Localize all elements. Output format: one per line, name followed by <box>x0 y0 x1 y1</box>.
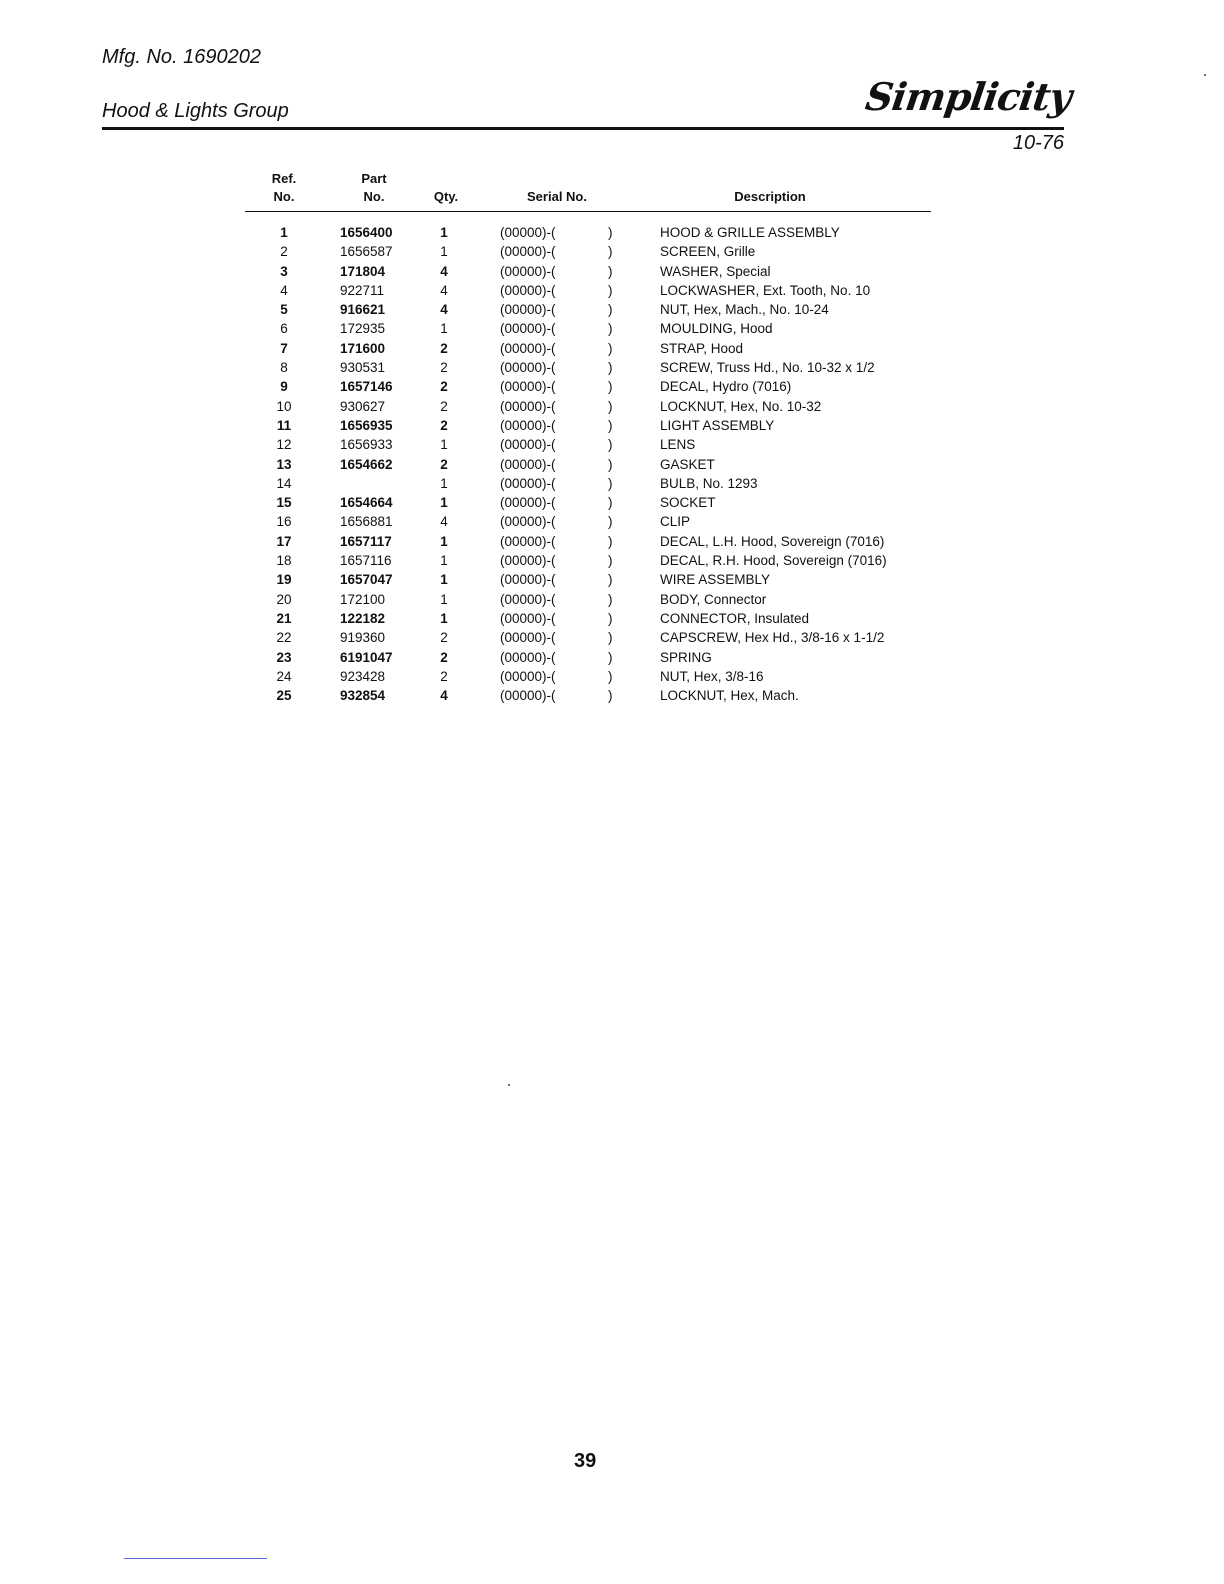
table-row <box>0 457 1224 476</box>
description: WASHER, Special <box>660 263 771 279</box>
description: GASKET <box>660 456 715 472</box>
description: HOOD & GRILLE ASSEMBLY <box>660 225 840 240</box>
ref-number: 1 <box>280 225 288 240</box>
table-row <box>0 534 1224 553</box>
part-number: 1654662 <box>340 456 393 472</box>
quantity: 2 <box>440 649 448 665</box>
serial-number: (00000)-( <box>500 688 556 704</box>
speck <box>508 1084 510 1086</box>
serial-number: (00000)-( <box>500 379 556 395</box>
quantity: 2 <box>440 398 448 414</box>
description: STRAP, Hood <box>660 340 744 356</box>
part-number: 1657117 <box>340 533 392 549</box>
quantity: 1 <box>440 321 448 337</box>
part-number: 1657116 <box>340 553 392 569</box>
description: LOCKNUT, Hex, Mach. <box>660 688 799 704</box>
serial-number: (00000)-( <box>500 649 556 665</box>
quantity: 2 <box>440 630 448 646</box>
table-row <box>0 321 1224 340</box>
quantity: 2 <box>440 417 448 433</box>
part-number: 171600 <box>340 340 386 356</box>
serial-number: (00000)-( <box>500 225 556 240</box>
quantity: 2 <box>440 360 448 376</box>
part-number: 122182 <box>340 610 386 626</box>
serial-number: (00000)-( <box>500 244 556 260</box>
part-number: 930627 <box>340 398 386 414</box>
serial-close: ) <box>608 475 613 491</box>
serial-number: (00000)-( <box>500 340 556 356</box>
column-header-part <box>350 170 398 206</box>
part-number: 1656400 <box>340 225 393 240</box>
ref-number: 3 <box>280 263 288 279</box>
quantity: 4 <box>440 282 448 298</box>
serial-close: ) <box>608 379 613 395</box>
ref-number: 2 <box>280 244 288 260</box>
ref-number: 15 <box>276 495 292 511</box>
part-number: 932854 <box>340 688 386 704</box>
column-header-ref-line1: Ref. <box>271 171 297 186</box>
quantity: 1 <box>440 244 448 260</box>
column-header-part-line2: No. <box>363 189 385 204</box>
table-row <box>0 611 1224 630</box>
ref-number: 24 <box>276 668 292 684</box>
column-header-qty: Qty. <box>433 189 459 204</box>
serial-number: (00000)-( <box>500 456 556 472</box>
description: SCREEN, Grille <box>660 244 756 260</box>
description: SOCKET <box>660 495 716 511</box>
serial-close: ) <box>608 668 613 684</box>
part-number: 1657047 <box>340 572 393 588</box>
serial-close: ) <box>608 591 613 607</box>
serial-close: ) <box>608 321 613 337</box>
quantity: 2 <box>440 340 448 356</box>
description: CLIP <box>660 514 691 530</box>
ref-number: 9 <box>280 379 288 395</box>
ref-number: 19 <box>276 572 292 588</box>
table-row <box>0 650 1224 669</box>
brand-logo: Simplicity <box>862 74 1074 119</box>
description: NUT, Hex, Mach., No. 10-24 <box>660 302 829 318</box>
description: LOCKWASHER, Ext. Tooth, No. 10 <box>660 282 871 298</box>
description: SPRING <box>660 649 712 665</box>
description: LENS <box>660 437 696 453</box>
quantity: 1 <box>440 495 448 511</box>
ref-number: 17 <box>276 533 292 549</box>
quantity: 1 <box>440 610 448 626</box>
page-number: 39 <box>574 1450 597 1472</box>
description: MOULDING, Hood <box>660 321 773 337</box>
table-row <box>0 379 1224 398</box>
header-rule <box>102 127 1064 130</box>
serial-number: (00000)-( <box>500 533 556 549</box>
description: BODY, Connector <box>660 591 767 607</box>
serial-number: (00000)-( <box>500 398 556 414</box>
table-row <box>0 495 1224 514</box>
ref-number: 22 <box>276 630 292 646</box>
serial-number: (00000)-( <box>500 302 556 318</box>
part-number: 1656933 <box>340 437 393 453</box>
serial-number: (00000)-( <box>500 610 556 626</box>
serial-close: ) <box>608 282 613 298</box>
serial-number: (00000)-( <box>500 668 556 684</box>
serial-number: (00000)-( <box>500 360 556 376</box>
quantity: 4 <box>440 514 448 530</box>
description: DECAL, Hydro (7016) <box>660 379 792 395</box>
table-row <box>0 302 1224 321</box>
description: LIGHT ASSEMBLY <box>660 417 775 433</box>
ref-number: 23 <box>276 649 292 665</box>
ref-number: 20 <box>276 591 292 607</box>
footer-line <box>124 1558 267 1559</box>
table-row <box>0 476 1224 495</box>
ref-number: 16 <box>276 514 292 530</box>
serial-close: ) <box>608 263 613 279</box>
serial-close: ) <box>608 533 613 549</box>
ref-number: 12 <box>276 437 292 453</box>
quantity: 2 <box>440 456 448 472</box>
serial-close: ) <box>608 302 613 318</box>
speck <box>1204 74 1206 76</box>
column-header-description: Description <box>734 189 806 204</box>
serial-number: (00000)-( <box>500 282 556 298</box>
serial-number: (00000)-( <box>500 417 556 433</box>
quantity: 1 <box>440 553 448 569</box>
serial-number: (00000)-( <box>500 495 556 511</box>
description: CONNECTOR, Insulated <box>660 610 810 626</box>
ref-number: 14 <box>276 475 292 491</box>
parts-table <box>0 225 1224 707</box>
serial-close: ) <box>608 340 613 356</box>
serial-close: ) <box>608 514 613 530</box>
ref-number: 11 <box>276 417 292 433</box>
table-row <box>0 399 1224 418</box>
serial-close: ) <box>608 360 613 376</box>
serial-close: ) <box>608 244 613 260</box>
description: DECAL, R.H. Hood, Sovereign (7016) <box>660 553 887 569</box>
column-header-serial: Serial No. <box>527 189 587 204</box>
part-number: 1654664 <box>340 495 393 511</box>
ref-number: 25 <box>276 688 292 704</box>
part-number: 1656935 <box>340 417 393 433</box>
quantity: 1 <box>440 591 448 607</box>
table-row <box>0 225 1224 244</box>
part-number: 916621 <box>340 302 386 318</box>
description: NUT, Hex, 3/8-16 <box>660 668 764 684</box>
serial-number: (00000)-( <box>500 553 556 569</box>
description: SCREW, Truss Hd., No. 10-32 x 1/2 <box>660 360 875 376</box>
table-row <box>0 553 1224 572</box>
description: WIRE ASSEMBLY <box>660 572 771 588</box>
part-number: 930531 <box>340 360 386 376</box>
column-header-rule <box>245 211 931 212</box>
part-number: 1656587 <box>340 244 393 260</box>
ref-number: 21 <box>276 610 292 626</box>
serial-close: ) <box>608 688 613 704</box>
table-row <box>0 630 1224 649</box>
table-row <box>0 360 1224 379</box>
serial-close: ) <box>608 398 613 414</box>
table-row <box>0 514 1224 533</box>
serial-number: (00000)-( <box>500 572 556 588</box>
ref-number: 10 <box>276 398 292 414</box>
serial-close: ) <box>608 630 613 646</box>
ref-number: 6 <box>280 321 288 337</box>
table-row <box>0 264 1224 283</box>
part-number: 919360 <box>340 630 386 646</box>
serial-close: ) <box>608 417 613 433</box>
column-header-part-line1: Part <box>361 171 387 186</box>
ref-number: 5 <box>280 302 288 318</box>
part-number: 171804 <box>340 263 386 279</box>
quantity: 1 <box>440 572 448 588</box>
description: BULB, No. 1293 <box>660 475 758 491</box>
table-row <box>0 572 1224 591</box>
column-header-ref-line2: No. <box>273 189 295 204</box>
quantity: 1 <box>440 437 448 453</box>
ref-number: 4 <box>280 282 288 298</box>
quantity: 1 <box>440 533 448 549</box>
serial-number: (00000)-( <box>500 630 556 646</box>
column-header-ref <box>262 170 306 206</box>
serial-number: (00000)-( <box>500 514 556 530</box>
serial-close: ) <box>608 225 613 240</box>
ref-number: 8 <box>280 360 288 376</box>
table-row <box>0 592 1224 611</box>
ref-number: 13 <box>276 456 292 472</box>
part-number: 923428 <box>340 668 386 684</box>
quantity: 4 <box>440 263 448 279</box>
part-number: 1656881 <box>340 514 393 530</box>
serial-number: (00000)-( <box>500 321 556 337</box>
part-number: 6191047 <box>340 649 393 665</box>
part-number: 172100 <box>340 591 386 607</box>
quantity: 2 <box>440 379 448 395</box>
ref-number: 18 <box>276 553 292 569</box>
serial-close: ) <box>608 572 613 588</box>
group-title: Hood & Lights Group <box>102 100 289 122</box>
table-row <box>0 437 1224 456</box>
ref-number: 7 <box>280 340 288 356</box>
quantity: 4 <box>440 688 448 704</box>
quantity: 4 <box>440 302 448 318</box>
serial-close: ) <box>608 610 613 626</box>
serial-close: ) <box>608 456 613 472</box>
revision-date: 10-76 <box>1012 132 1064 154</box>
serial-number: (00000)-( <box>500 475 556 491</box>
description: DECAL, L.H. Hood, Sovereign (7016) <box>660 533 885 549</box>
table-row <box>0 283 1224 302</box>
description: LOCKNUT, Hex, No. 10-32 <box>660 398 822 414</box>
serial-close: ) <box>608 649 613 665</box>
table-row <box>0 341 1224 360</box>
quantity: 1 <box>440 475 448 491</box>
serial-close: ) <box>608 495 613 511</box>
mfg-number: Mfg. No. 1690202 <box>102 46 261 68</box>
part-number: 1657146 <box>340 379 393 395</box>
table-row <box>0 669 1224 688</box>
part-number: 172935 <box>340 321 386 337</box>
quantity: 1 <box>440 225 448 240</box>
part-number: 922711 <box>340 282 385 298</box>
serial-number: (00000)-( <box>500 437 556 453</box>
serial-close: ) <box>608 553 613 569</box>
table-row <box>0 244 1224 263</box>
serial-close: ) <box>608 437 613 453</box>
quantity: 2 <box>440 668 448 684</box>
serial-number: (00000)-( <box>500 263 556 279</box>
table-row <box>0 688 1224 707</box>
table-row <box>0 418 1224 437</box>
serial-number: (00000)-( <box>500 591 556 607</box>
description: CAPSCREW, Hex Hd., 3/8-16 x 1-1/2 <box>660 630 885 646</box>
